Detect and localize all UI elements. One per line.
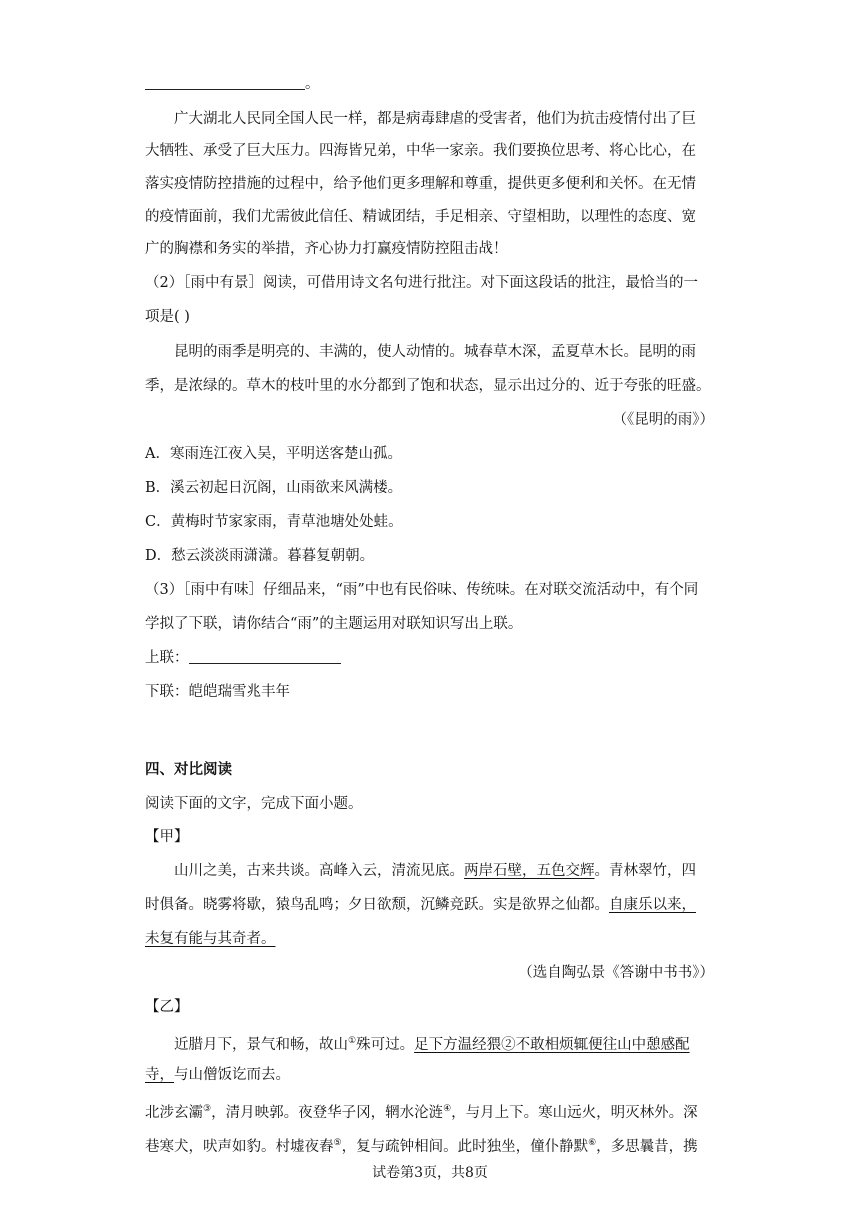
- underlined-sentence: 两岸石壁，五色交辉: [464, 863, 595, 879]
- jia-text: 。青林翠竹，四: [594, 863, 696, 879]
- jia-source: （选自陶弘景《答谢中书书》）: [518, 965, 714, 981]
- footnote-mark: ⑤: [333, 1138, 342, 1148]
- underlined-sentence: 足下方温经猥②不敢相烦辄便往山中憩感配: [414, 1036, 690, 1053]
- yi-line: [145, 1099, 698, 1123]
- yi-text: 殊可过。: [356, 1036, 415, 1053]
- footnote-mark: ④: [443, 1104, 452, 1114]
- yi-text: ，与月上下。寒山远火，明灭林外。深: [451, 1104, 698, 1121]
- quote-source: （《昆明的雨》）: [612, 412, 714, 428]
- quote-line: 季，是浓绿的。草木的枝叶里的水分都到了饱和状态，显示出过分的、近于夸张的旺盛。: [145, 378, 711, 394]
- yi-line: [174, 1031, 690, 1055]
- passage-line: 广的胸襟和务实的举措，齐心协力打赢疫情防控阻击战！: [145, 241, 508, 257]
- jia-text: 山川之美，古来共谈。高峰入云，清流见底。: [174, 863, 464, 879]
- jia-line: [145, 895, 696, 915]
- option-d: D．愁云淡淡雨潇潇。暮暮复朝朝。: [145, 548, 375, 564]
- underlined-sentence: 未复有能与其奇者。: [145, 931, 276, 947]
- footnote-mark: ⑥: [588, 1138, 597, 1148]
- instruction: 阅读下面的文字，完成下面小题。: [145, 796, 363, 812]
- passage-line: 的疫情面前，我们尤需彼此信任、精诚团结，手足相亲、守望相助，以理性的态度、宽: [145, 209, 696, 225]
- yi-text: ，多思曩昔，携: [596, 1138, 698, 1155]
- yi-text: 北涉玄灞: [145, 1104, 203, 1121]
- upper-couplet-line: [145, 648, 341, 668]
- blank-line: [145, 75, 305, 90]
- yi-text: ，复与疏钟相间。此时独坐，僮仆静默: [341, 1138, 589, 1155]
- yi-line: [145, 1133, 698, 1157]
- section-heading: 四、对比阅读: [145, 761, 232, 778]
- jia-line: [145, 929, 276, 949]
- option-b: B．溪云初起日沉阁，山雨欲来风满楼。: [145, 480, 403, 496]
- question-text: （2）［雨中有景］阅读，可借用诗文名句进行批注。对下面这段话的批注，最恰当的一: [145, 275, 698, 291]
- yi-text: ，清月映郭。夜登华子冈，辋水沦涟: [211, 1104, 444, 1121]
- page-footer: 试卷第3页，共8页: [372, 1165, 488, 1181]
- answer-blank-top: [145, 74, 320, 94]
- jia-line: [174, 861, 696, 881]
- upper-couplet-label: 上联：: [145, 650, 189, 666]
- yi-text: 与山僧饭讫而去。: [174, 1067, 290, 1083]
- yi-text: 巷寒犬，吠声如豹。村墟夜舂: [145, 1138, 334, 1155]
- footnote-mark: ①: [348, 1036, 357, 1046]
- question-text: 项是( ): [145, 309, 190, 325]
- yi-line: [145, 1065, 290, 1085]
- lower-couplet: 下联：皑皑瑞雪兆丰年: [145, 684, 290, 700]
- question-text: （3）［雨中有味］仔细品来，“雨”中也有民俗味、传统味。在对联交流活动中，有个同: [145, 582, 699, 598]
- passage-label-jia: 【甲】: [145, 829, 189, 845]
- footnote-mark: ③: [203, 1104, 212, 1114]
- yi-text: 近腊月下，景气和畅，故山: [174, 1036, 348, 1053]
- answer-blank: [189, 649, 341, 664]
- option-a: A．寒雨连江夜入吴，平明送客楚山孤。: [145, 446, 402, 462]
- underlined-sentence: 自康乐以来，: [609, 897, 696, 913]
- passage-label-yi: 【乙】: [145, 999, 189, 1015]
- quote-line: 昆明的雨季是明亮的、丰满的，使人动情的。城春草木深，孟夏草木长。昆明的雨: [174, 344, 696, 360]
- period-mark: 。: [305, 76, 320, 92]
- underlined-sentence: 寺，: [145, 1067, 174, 1083]
- option-c: C．黄梅时节家家雨，青草池塘处处蛙。: [145, 514, 403, 530]
- passage-line: 大牺牲、承受了巨大压力。四海皆兄弟，中华一家亲。我们要换位思考、将心比心，在: [145, 143, 696, 159]
- question-text: 学拟了下联，请你结合“雨”的主题运用对联知识写出上联。: [145, 616, 523, 632]
- jia-text: 时俱备。晓雾将歇，猿鸟乱鸣；夕日欲颓，沉鳞竞跃。实是欲界之仙都。: [145, 897, 609, 913]
- passage-line: 广大湖北人民同全国人民一样，都是病毒肆虐的受害者，他们为抗击疫情付出了巨: [174, 111, 696, 127]
- passage-line: 落实疫情防控措施的过程中，给予他们更多理解和尊重，提供更多便利和关怀。在无情: [145, 176, 696, 192]
